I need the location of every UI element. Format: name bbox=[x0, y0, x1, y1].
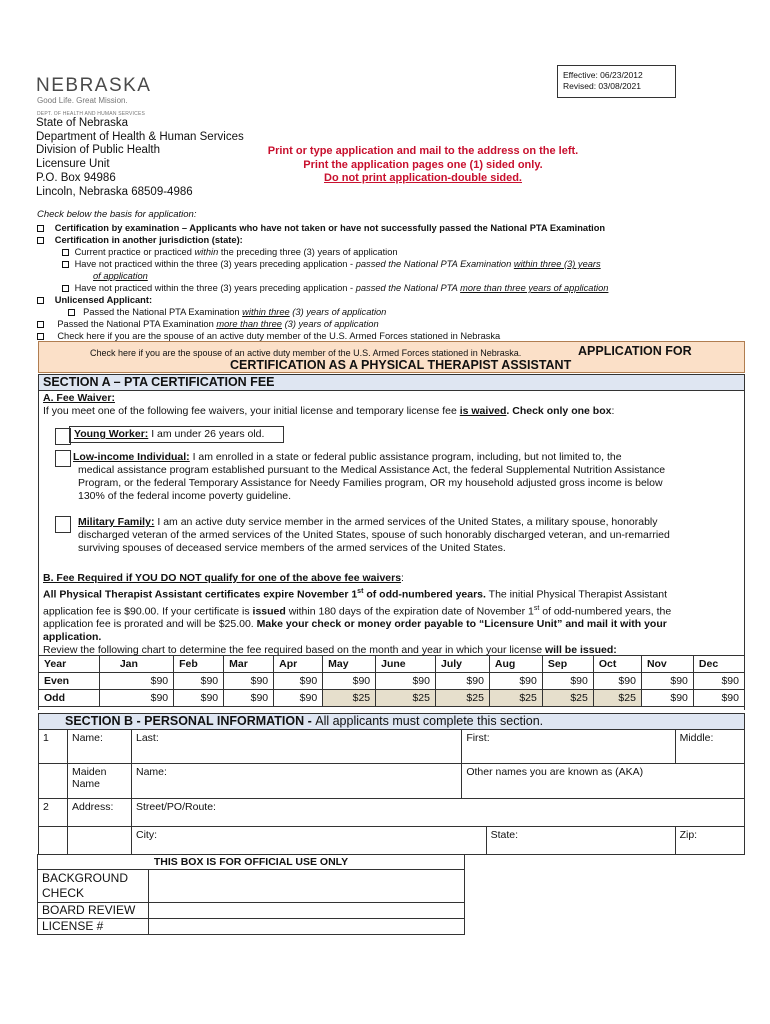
table-cell: Year bbox=[39, 656, 100, 673]
table-cell: $90 bbox=[274, 690, 323, 707]
table-cell: July bbox=[435, 656, 489, 673]
middle-name-field[interactable]: Middle: bbox=[675, 730, 744, 764]
table-cell: $90 bbox=[174, 690, 224, 707]
table-cell: Feb bbox=[174, 656, 224, 673]
option-text: discharged veteran of the armed services of the United States, spouse of such honorably discharged veteran, and un-remarried bbox=[78, 529, 670, 541]
option-label: Unlicensed Applicant: bbox=[54, 295, 153, 305]
logo-dept: DEPT. OF HEALTH AND HUMAN SERVICES bbox=[37, 111, 146, 117]
table-cell: Odd bbox=[39, 690, 100, 707]
effective-date-box bbox=[557, 65, 676, 98]
table-cell: Aug bbox=[489, 656, 542, 673]
table-cell: $90 bbox=[323, 673, 376, 690]
revised-date: Revised: 03/08/2021 bbox=[563, 81, 641, 91]
row-number bbox=[39, 764, 68, 798]
sub-text: more than three bbox=[216, 319, 282, 329]
military-family-option bbox=[73, 516, 670, 555]
low-income-checkbox[interactable] bbox=[55, 450, 71, 467]
table-cell: Mar bbox=[224, 656, 274, 673]
sub-text: more than three years of application bbox=[460, 283, 609, 293]
text: : bbox=[401, 572, 404, 584]
basis-option bbox=[37, 235, 243, 246]
sub-text: passed the National PTA Examination bbox=[355, 259, 514, 269]
military-family-checkbox[interactable] bbox=[55, 516, 71, 533]
fee-waiver-text: If you meet one of the following fee waivers, your initial license and temporary license fee is waived. Check only one box: bbox=[43, 405, 615, 417]
address-line: Lincoln, Nebraska 68509-4986 bbox=[36, 185, 193, 198]
text: All applicants must complete this section. bbox=[315, 714, 544, 728]
military-spouse-checkbox[interactable] bbox=[37, 333, 44, 340]
text: of odd-numbered years. bbox=[363, 588, 486, 601]
official-use-table bbox=[37, 854, 465, 935]
sub-text: within three bbox=[242, 307, 290, 317]
table-cell: May bbox=[323, 656, 376, 673]
sub-text: Current practice or practiced bbox=[74, 247, 195, 257]
text: issued bbox=[252, 605, 286, 617]
sub-text: the preceding three (3) years of application bbox=[218, 247, 398, 257]
license-number-label: LICENSE # bbox=[38, 919, 149, 935]
address-line: Department of Health & Human Services bbox=[36, 130, 244, 143]
option-title: Young Worker: bbox=[74, 428, 149, 440]
table-cell: Jan bbox=[99, 656, 173, 673]
sub-text: Passed the National PTA Examination bbox=[83, 307, 243, 317]
text: will be issued: bbox=[544, 644, 617, 656]
address-line: State of Nebraska bbox=[36, 117, 129, 129]
basis-suboption bbox=[68, 307, 386, 318]
text: application fee is $90.00. If your certificate is bbox=[43, 605, 253, 617]
license-number-field bbox=[149, 919, 465, 935]
nebraska-logo: NEBRASKA bbox=[36, 75, 152, 96]
basis-suboption bbox=[62, 247, 398, 258]
print-notice bbox=[248, 145, 598, 186]
application-title: APPLICATION FOR bbox=[578, 344, 692, 358]
text: application. bbox=[43, 631, 102, 643]
last-name-field[interactable]: Last: bbox=[132, 730, 462, 764]
notice-line: Print or type application and mail to the address on the left. bbox=[267, 145, 579, 157]
table-cell: $90 bbox=[274, 673, 323, 690]
basis-option bbox=[37, 295, 152, 306]
text: Name bbox=[72, 778, 101, 791]
option-text: 130% of the federal income poverty guideline. bbox=[78, 490, 292, 502]
table-cell: $90 bbox=[489, 673, 542, 690]
table-cell: $90 bbox=[99, 673, 173, 690]
table-cell: $90 bbox=[99, 690, 173, 707]
table-cell: $90 bbox=[224, 673, 274, 690]
jurisdiction-checkbox[interactable] bbox=[37, 237, 44, 244]
text: st bbox=[533, 604, 540, 612]
sub-text: (3) years of application bbox=[281, 319, 379, 329]
unlicensed-checkbox[interactable] bbox=[37, 297, 44, 304]
text: All Physical Therapist Assistant certificates expire November 1 bbox=[43, 588, 358, 601]
table-cell: $25 bbox=[542, 690, 593, 707]
table-cell: $90 bbox=[174, 673, 224, 690]
table-cell: $90 bbox=[224, 690, 274, 707]
text: . Check only one box bbox=[506, 405, 612, 417]
text: is waived bbox=[459, 405, 507, 417]
background-check-label bbox=[38, 870, 149, 903]
row-number: 2 bbox=[39, 798, 68, 826]
within-three-checkbox[interactable] bbox=[62, 261, 69, 268]
option-text: I am under 26 years old. bbox=[148, 428, 265, 440]
board-review-label: BOARD REVIEW bbox=[38, 903, 149, 919]
option-label: Check here if you are the spouse of an active duty member of the U.S. Armed Forces stationed in Nebraska bbox=[57, 331, 501, 341]
option-text: Program, or the federal Temporary Assistance for Needy Families program, OR my household adjusted gross income is below bbox=[78, 477, 663, 489]
table-cell: $25 bbox=[376, 690, 436, 707]
basis-intro: Check below the basis for application: bbox=[37, 209, 197, 220]
address-line: Licensure Unit bbox=[36, 158, 110, 171]
table-cell: $25 bbox=[489, 690, 542, 707]
option-title: Military Family: bbox=[78, 516, 155, 528]
text: BACKGROUND bbox=[42, 871, 129, 885]
state-field[interactable]: State: bbox=[486, 826, 675, 854]
text: application fee is prorated and will be $25.00. bbox=[43, 618, 257, 630]
text: SECTION B - PERSONAL INFORMATION - bbox=[65, 714, 316, 728]
table-cell: $25 bbox=[593, 690, 641, 707]
notice-line: Print the application pages one (1) sided only. bbox=[303, 158, 543, 171]
exam-checkbox[interactable] bbox=[37, 225, 44, 232]
section-a-header: SECTION A – PTA CERTIFICATION FEE bbox=[38, 374, 745, 391]
city-field[interactable]: City: bbox=[132, 826, 487, 854]
unlicensed-within-three-checkbox[interactable] bbox=[68, 309, 75, 316]
text: st bbox=[357, 588, 364, 595]
table-cell: $90 bbox=[593, 673, 641, 690]
text: Review the following chart to determine the fee required based on the month and year in which your license bbox=[43, 644, 545, 656]
street-field[interactable]: Street/PO/Route: bbox=[132, 798, 745, 826]
table-cell: $90 bbox=[376, 673, 436, 690]
sub-text: within bbox=[194, 247, 219, 257]
sub-text: Passed the National PTA Examination bbox=[57, 319, 217, 329]
application-subtitle: CERTIFICATION AS A PHYSICAL THERAPIST ASSISTANT bbox=[230, 358, 572, 372]
sub-text: within three (3) years bbox=[513, 259, 601, 269]
background-check-field bbox=[149, 870, 465, 903]
table-cell: Even bbox=[39, 673, 100, 690]
address-label: Address: bbox=[68, 798, 132, 826]
more-than-three-checkbox[interactable] bbox=[62, 285, 69, 292]
option-text: I am an active duty service member in the armed services of the United States, a military spouse, honorably bbox=[154, 516, 658, 528]
mailing-address bbox=[36, 117, 244, 199]
basis-option bbox=[37, 223, 605, 234]
sub-text: (3) years of application bbox=[289, 307, 387, 317]
option-text: surviving spouses of deceased service members of the armed services of the United States. bbox=[78, 542, 506, 554]
text: Maiden bbox=[72, 766, 107, 779]
table-cell: Nov bbox=[641, 656, 693, 673]
option-label: Certification in another jurisdiction (state): bbox=[54, 235, 243, 245]
table-cell: $90 bbox=[435, 673, 489, 690]
fee-table bbox=[38, 655, 745, 707]
notice-line: Do not print application-double sided. bbox=[324, 172, 522, 184]
sub-continuation: of application bbox=[93, 271, 148, 281]
text: Make your check or money order payable to “Licensure Unit” and mail it with your bbox=[256, 618, 667, 630]
maiden-name-field[interactable]: Name: bbox=[132, 764, 462, 798]
low-income-option bbox=[73, 451, 665, 503]
text: CHECK bbox=[42, 886, 85, 900]
current-practice-checkbox[interactable] bbox=[62, 249, 69, 256]
zip-field[interactable]: Zip: bbox=[675, 826, 744, 854]
table-cell: Sep bbox=[542, 656, 593, 673]
table-cell: $90 bbox=[693, 690, 744, 707]
sub-text: Have not practiced within the three (3) years preceding application - bbox=[74, 259, 356, 269]
fee-table-row bbox=[39, 690, 745, 707]
text: The initial Physical Therapist Assistant bbox=[485, 588, 668, 601]
table-cell: $90 bbox=[693, 673, 744, 690]
board-review-field bbox=[149, 903, 465, 919]
table-cell: Oct bbox=[593, 656, 641, 673]
option-text: medical assistance program established pursuant to the Medical Assistance Act, the federal Supplemental Nutrition Assistance bbox=[78, 464, 666, 476]
personal-info-table bbox=[38, 729, 745, 855]
unlicensed-more-than-three-checkbox[interactable] bbox=[37, 321, 44, 328]
table-cell: $25 bbox=[323, 690, 376, 707]
title-spouse-note: Check here if you are the spouse of an active duty member of the U.S. Armed Forces stationed in Nebraska. bbox=[90, 348, 522, 358]
basis-suboption bbox=[62, 259, 601, 270]
table-cell: $25 bbox=[435, 690, 489, 707]
option-title: Low-income Individual: bbox=[73, 451, 190, 463]
sub-text: passed the National PTA bbox=[355, 283, 461, 293]
text: of odd-numbered years, the bbox=[539, 605, 672, 617]
maiden-label bbox=[68, 764, 132, 798]
text: within 180 days of the expiration date of November 1 bbox=[285, 605, 534, 617]
basis-option bbox=[37, 319, 379, 330]
table-cell: Apr bbox=[274, 656, 323, 673]
aka-field[interactable]: Other names you are known as (AKA) bbox=[462, 764, 745, 798]
text: B. Fee Required if YOU DO NOT qualify for one of the above fee waivers bbox=[43, 572, 402, 584]
fee-table-row bbox=[39, 673, 745, 690]
basis-suboption bbox=[62, 283, 608, 294]
fee-required-title bbox=[43, 572, 404, 585]
option-text: I am enrolled in a state or federal public assistance program, including, but not limited to, the bbox=[189, 451, 622, 463]
name-label: Name: bbox=[68, 730, 132, 764]
address-line: Division of Public Health bbox=[36, 144, 161, 157]
address-line: P.O. Box 94986 bbox=[36, 171, 116, 184]
effective-date: Effective: 06/23/2012 bbox=[563, 70, 643, 80]
table-cell: $90 bbox=[542, 673, 593, 690]
official-use-header: THIS BOX IS FOR OFFICIAL USE ONLY bbox=[38, 855, 465, 870]
fee-paragraph bbox=[43, 585, 671, 657]
blank-cell bbox=[68, 826, 132, 854]
fee-waiver-title: A. Fee Waiver: bbox=[43, 392, 115, 404]
table-cell: June bbox=[376, 656, 436, 673]
young-worker-option bbox=[69, 426, 284, 443]
section-b-header bbox=[38, 713, 745, 730]
table-cell: $90 bbox=[641, 673, 693, 690]
sub-text: Have not practiced within the three (3) years preceding application - bbox=[74, 283, 356, 293]
fee-table-header bbox=[39, 656, 745, 673]
table-cell: Dec bbox=[693, 656, 744, 673]
first-name-field[interactable]: First: bbox=[462, 730, 675, 764]
row-number bbox=[39, 826, 68, 854]
logo-tagline: Good Life. Great Mission. bbox=[37, 96, 128, 105]
text: : bbox=[611, 405, 615, 417]
table-cell: $90 bbox=[641, 690, 693, 707]
row-number: 1 bbox=[39, 730, 68, 764]
option-label: Certification by examination – Applicants who have not taken or have not successfully passed the National PTA Examination bbox=[54, 223, 606, 233]
